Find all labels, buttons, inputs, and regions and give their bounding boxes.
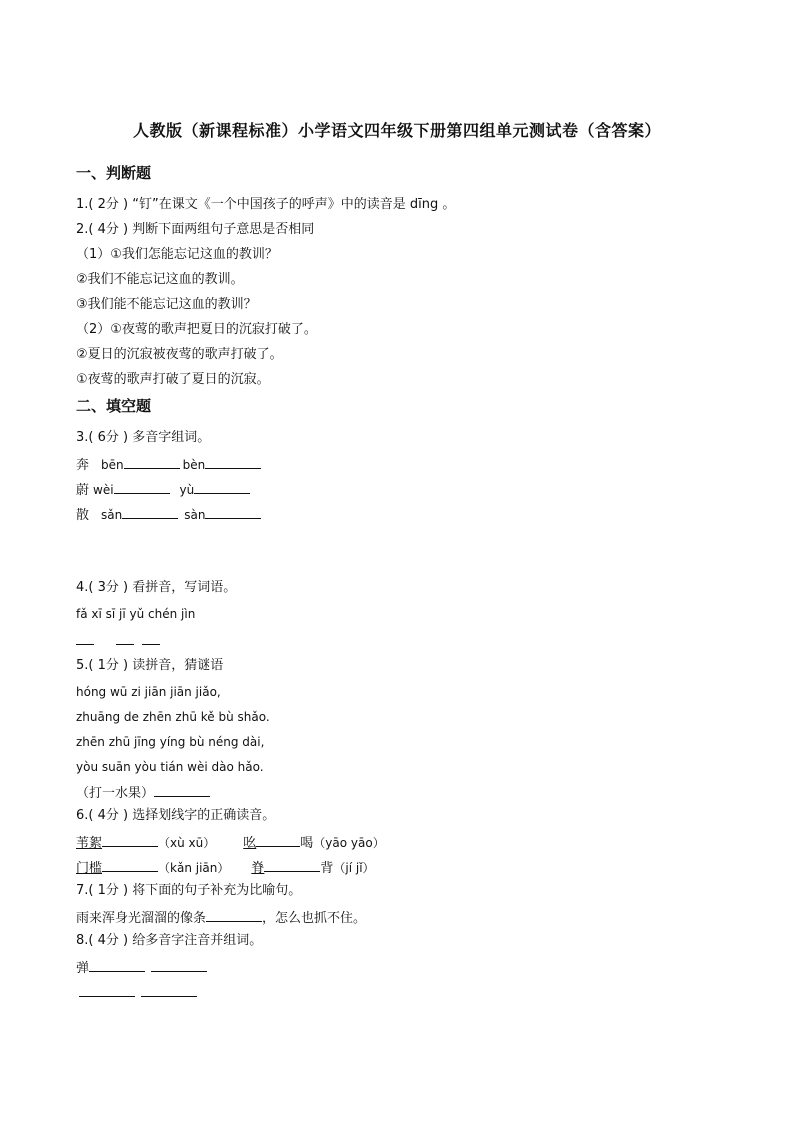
answer-blank[interactable] — [102, 832, 158, 847]
answer-blank[interactable] — [124, 454, 180, 469]
question-6 — [76, 807, 275, 825]
question-number: 4. — [76, 580, 89, 595]
answer-blank[interactable] — [79, 982, 135, 997]
pinyin-1: bēn — [101, 458, 124, 472]
q2-line: ①夜莺的歌声打破了夏日的沉寂。 — [76, 372, 270, 387]
riddle-answer — [76, 782, 210, 803]
q3-row — [76, 504, 261, 525]
pinyin-1: wèi — [93, 483, 114, 497]
question-number: 8. — [76, 933, 89, 948]
pinyin-options: （jí jǐ） — [333, 861, 375, 875]
question-2 — [76, 221, 314, 239]
underlined-char: 脊 — [251, 861, 265, 876]
question-score: ( 1分 ) — [88, 883, 129, 898]
question-score: ( 3分 ) — [88, 580, 129, 595]
q7-sentence — [76, 907, 366, 928]
question-number: 7. — [76, 883, 89, 898]
underlined-word: 门槛 — [76, 861, 103, 876]
answer-blank[interactable] — [76, 630, 94, 645]
question-text: 多音字组词。 — [132, 430, 211, 445]
question-4 — [76, 579, 236, 597]
question-text: 判断下面两组句子意思是否相同 — [132, 222, 315, 237]
q3-row — [76, 479, 250, 500]
q2-line: ②我们不能忘记这血的教训。 — [76, 272, 244, 287]
question-text: 给多音字注音并组词。 — [132, 933, 263, 948]
polyphone-char: 散 — [76, 508, 90, 523]
answer-blank[interactable] — [256, 832, 300, 847]
question-score: ( 4分 ) — [88, 222, 129, 237]
q2-line: ③我们能不能忘记这血的教训？ — [76, 297, 257, 312]
pinyin-2: yù — [179, 483, 195, 497]
word-rest: 喝 — [300, 836, 314, 851]
polyphone-char: 弹 — [76, 961, 90, 976]
q6-row — [76, 857, 375, 878]
q8-row — [79, 982, 197, 1003]
q3-row — [76, 454, 261, 475]
question-score: ( 2分 ) — [88, 197, 129, 212]
answer-blank[interactable] — [116, 630, 134, 645]
q2-line: （2）①夜莺的歌声把夏日的沉寂打破了。 — [76, 322, 317, 337]
polyphone-char: 奔 — [76, 458, 90, 473]
q6-row — [76, 832, 385, 853]
answer-blank[interactable] — [205, 454, 261, 469]
pinyin-options: （yāo yāo） — [313, 836, 385, 850]
pinyin-options: （kǎn jiān） — [158, 861, 230, 875]
question-8 — [76, 932, 262, 950]
question-number: 2. — [76, 222, 89, 237]
question-score: ( 1分 ) — [88, 658, 129, 673]
question-5 — [76, 657, 223, 675]
answer-blank[interactable] — [102, 857, 158, 872]
page-title: 人教版（新课程标准）小学语文四年级下册第四组单元测试卷（含答案） — [132, 121, 661, 140]
question-number: 5. — [76, 658, 89, 673]
underlined-char: 吆 — [243, 836, 257, 851]
polyphone-char: 蔚 — [76, 483, 90, 498]
answer-blank[interactable] — [142, 630, 160, 645]
question-score: ( 4分 ) — [88, 808, 129, 823]
answer-blank[interactable] — [122, 504, 178, 519]
answer-blank[interactable] — [114, 479, 170, 494]
q4-pinyin: fǎ xī sī jī yǔ chén jìn — [76, 607, 196, 621]
question-text: 读拼音，猜谜语 — [132, 658, 224, 673]
question-number: 6. — [76, 808, 89, 823]
answer-blank[interactable] — [205, 504, 261, 519]
riddle-line: hóng wū zi jiān jiān jiǎo, — [76, 685, 221, 699]
pinyin-2: sàn — [184, 508, 206, 522]
answer-blank[interactable] — [264, 857, 320, 872]
answer-blank[interactable] — [141, 982, 197, 997]
q2-line: （1）①我们怎能忘记这血的教训？ — [76, 247, 278, 262]
question-score: ( 4分 ) — [88, 933, 129, 948]
question-score: ( 6分 ) — [88, 430, 129, 445]
riddle-line: zhēn zhū jīng yíng bù néng dài, — [76, 735, 265, 749]
sentence-start: 雨来浑身光溜溜的像条 — [76, 911, 207, 926]
answer-blank[interactable] — [89, 957, 145, 972]
q8-row — [76, 957, 207, 978]
question-text: 将下面的句子补充为比喻句。 — [132, 883, 302, 898]
word-rest: 背 — [320, 861, 334, 876]
answer-blank[interactable] — [154, 782, 210, 797]
underlined-word: 苇絮 — [76, 836, 103, 851]
pinyin-options: （xù xū） — [158, 836, 216, 850]
question-3 — [76, 429, 210, 447]
q2-line: ②夏日的沉寂被夜莺的歌声打破了。 — [76, 347, 283, 362]
sentence-end: ，怎么也抓不住。 — [262, 911, 367, 926]
question-7 — [76, 882, 301, 900]
question-text: “钉”在课文《一个中国孩子的呼声》中的读音是 dīng 。 — [132, 197, 456, 212]
riddle-line: zhuāng de zhēn zhū kě bù shǎo. — [76, 710, 270, 724]
section-heading-fill-blank: 二、填空题 — [76, 397, 152, 415]
pinyin-2: bèn — [182, 458, 206, 472]
answer-blank[interactable] — [206, 907, 262, 922]
answer-label: （打一水果） — [76, 786, 155, 801]
question-text: 选择划线字的正确读音。 — [132, 808, 276, 823]
pinyin-1: sǎn — [101, 508, 123, 522]
question-1 — [76, 196, 455, 214]
answer-blank[interactable] — [194, 479, 250, 494]
q4-blanks — [76, 630, 160, 651]
section-heading-judgment: 一、判断题 — [76, 164, 152, 182]
question-text: 看拼音，写词语。 — [132, 580, 237, 595]
question-number: 1. — [76, 197, 89, 212]
answer-blank[interactable] — [151, 957, 207, 972]
question-number: 3. — [76, 430, 89, 445]
riddle-line: yòu suān yòu tián wèi dào hǎo. — [76, 760, 264, 774]
